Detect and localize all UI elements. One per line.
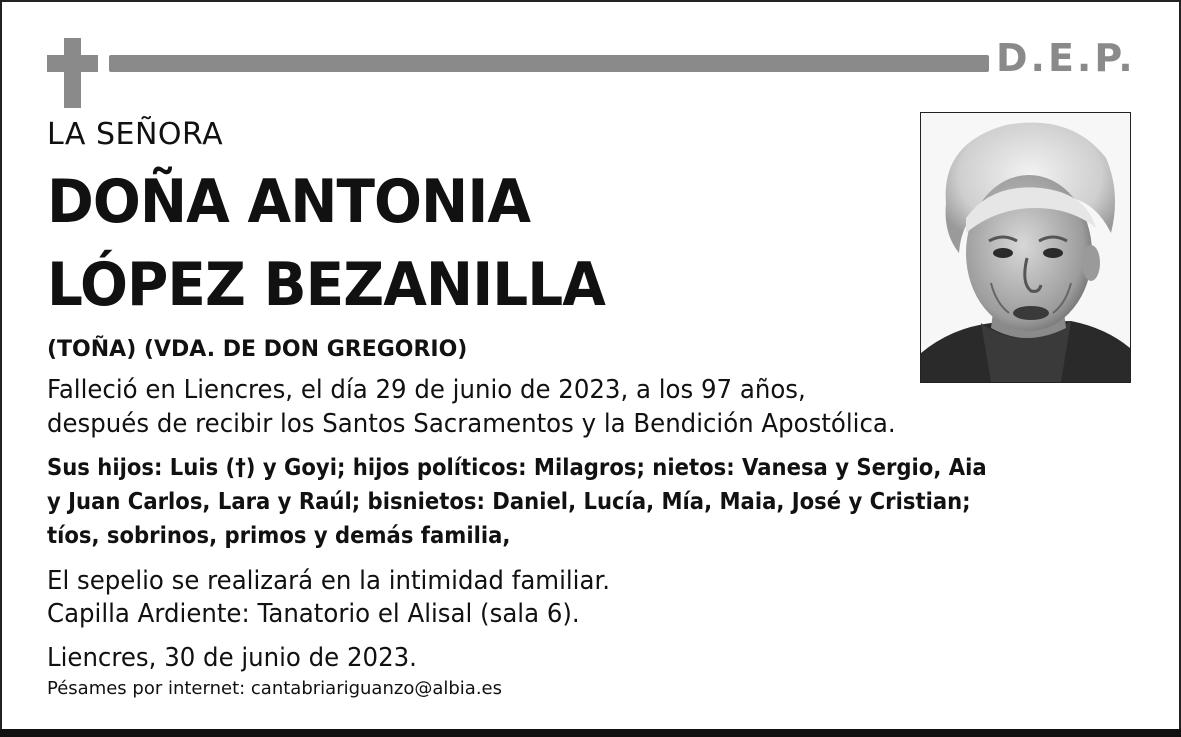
death-details-line1: Falleció en Liencres, el día 29 de junio de 2023, a los 97 años, <box>47 375 806 405</box>
death-details-line2: después de recibir los Santos Sacramentos y la Bendición Apostólica. <box>47 409 896 439</box>
nickname: (TOÑA) (VDA. DE DON GREGORIO) <box>47 337 468 362</box>
place-date: Liencres, 30 de junio de 2023. <box>47 643 417 673</box>
chapel-note: Capilla Ardiente: Tanatorio el Alisal (sala 6). <box>47 599 580 629</box>
deceased-name-line2: LÓPEZ BEZANILLA <box>47 250 605 320</box>
header-rule <box>109 55 989 72</box>
bottom-border <box>0 729 1181 737</box>
dep-label: D.E.P. <box>996 36 1136 80</box>
burial-note: El sepelio se realizará en la intimidad familiar. <box>47 566 611 596</box>
salutation: LA SEÑORA <box>47 117 224 152</box>
deceased-photo <box>920 112 1131 383</box>
family-list: Sus hijos: Luis (†) y Goyi; hijos políticos: Milagros; nietos: Vanesa y Sergio, Aia y Juan Carlos, Lara y Raúl; bisnietos: Daniel, Lucía, Mía, Maia, José y Cristian; tíos, sobrinos, primos y demás familia, <box>47 455 987 549</box>
condolences-line: Pésames por internet: cantabriariguanzo@albia.es <box>47 678 502 699</box>
deceased-name-line1: DOÑA ANTONIA <box>47 167 531 237</box>
